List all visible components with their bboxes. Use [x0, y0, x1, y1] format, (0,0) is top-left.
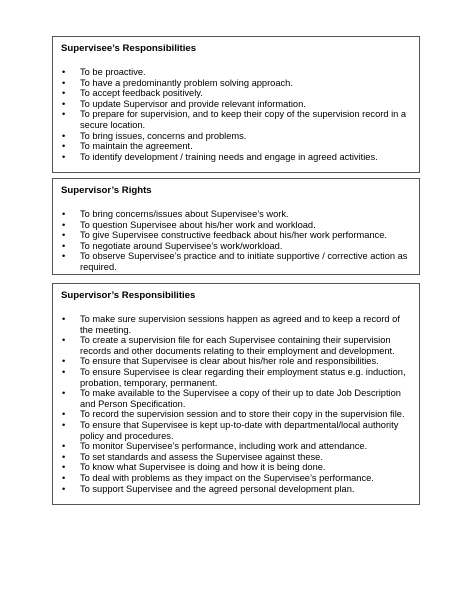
list-item-text: To ensure that Supervisee is kept up-to-date with departmental/local authority policy and procedures. [80, 419, 399, 441]
list-item-text: To ensure that Supervisee is clear about his/her role and responsibilities. [80, 356, 379, 367]
bullet-icon: • [62, 130, 66, 141]
bullet-icon: • [62, 441, 66, 452]
list-item-text: To record the supervision session and to store their copy in the supervision file. [80, 409, 405, 420]
supervisee-responsibilities-box [52, 36, 420, 173]
list-item-text: To make sure supervision sessions happen as agreed and to keep a record of the meeting. [80, 314, 400, 335]
list-item [61, 473, 411, 484]
list-item [61, 251, 411, 272]
bullet-icon: • [62, 98, 66, 109]
list-item-text: To question Supervisee about his/her work and workload. [80, 219, 316, 230]
bullet-list [61, 67, 411, 162]
list-item-text: To be proactive. [80, 67, 146, 77]
list-item [61, 420, 411, 441]
list-item [61, 152, 411, 163]
list-item-text: To support Supervisee and the agreed personal development plan. [80, 483, 355, 494]
bullet-icon: • [62, 356, 66, 367]
bullet-icon: • [62, 219, 66, 230]
list-item [61, 409, 411, 420]
list-item-text: To maintain the agreement. [80, 141, 193, 152]
list-item [61, 241, 411, 252]
bullet-icon: • [62, 409, 66, 420]
section-title: Supervisee’s Responsibilities [61, 43, 197, 54]
bullet-icon: • [62, 314, 66, 324]
list-item-text: To bring issues, concerns and problems. [80, 130, 247, 141]
list-item [61, 314, 411, 335]
bullet-icon: • [62, 230, 66, 241]
bullet-icon: • [62, 388, 66, 399]
list-item [61, 335, 411, 356]
bullet-icon: • [62, 251, 66, 262]
bullet-icon: • [62, 109, 66, 120]
list-item [61, 78, 411, 89]
list-item [61, 452, 411, 463]
list-item [61, 109, 411, 130]
supervisor-rights-box [52, 178, 420, 275]
bullet-icon: • [62, 240, 66, 251]
list-item [61, 462, 411, 473]
list-item [61, 131, 411, 142]
list-item-text: To set standards and assess the Supervisee against these. [80, 451, 323, 462]
list-item [61, 230, 411, 241]
bullet-icon: • [62, 451, 66, 462]
bullet-icon: • [62, 335, 66, 346]
bullet-icon: • [62, 366, 66, 377]
list-item-text: To monitor Supervisee’s performance, including work and attendance. [80, 441, 368, 452]
section-title: Supervisor’s Responsibilities [61, 290, 196, 301]
list-item-text: To make available to the Supervisee a copy of their up to date Job Description and Person Specification. [80, 388, 401, 409]
list-item-text: To negotiate around Supervisee’s work/workload. [80, 240, 283, 251]
bullet-icon: • [62, 209, 66, 219]
list-item-text: To create a supervision file for each Supervisee containing their supervision records and other documents relating to their employment and development. [80, 335, 395, 356]
bullet-icon: • [62, 419, 66, 430]
bullet-icon: • [62, 151, 66, 162]
bullet-list [61, 209, 411, 273]
list-item-text: To observe Supervisee’s practice and to initiate supportive / corrective action as required. [80, 251, 408, 272]
list-item [61, 484, 411, 495]
list-item [61, 67, 411, 78]
list-item-text: To identify development / training needs and engage in agreed activities. [80, 151, 378, 162]
bullet-icon: • [62, 141, 66, 152]
list-item-text: To prepare for supervision, and to keep their copy of the supervision record in a secure location. [80, 109, 407, 130]
list-item [61, 388, 411, 409]
list-item [61, 367, 411, 388]
bullet-list [61, 314, 411, 494]
list-item [61, 88, 411, 99]
section-title: Supervisor’s Rights [61, 185, 152, 196]
list-item [61, 141, 411, 152]
bullet-icon: • [62, 67, 66, 77]
list-item-text: To bring concerns/issues about Supervisee’s work. [80, 209, 289, 219]
list-item-text: To deal with problems as they impact on the Supervisee’s performance. [80, 472, 374, 483]
bullet-icon: • [62, 462, 66, 473]
list-item [61, 441, 411, 452]
list-item-text: To ensure Supervisee is clear regarding their employment status e.g. induction, probation, temporary, permanent. [80, 366, 406, 388]
bullet-icon: • [62, 472, 66, 483]
list-item [61, 220, 411, 231]
supervisor-responsibilities-box [52, 283, 420, 505]
bullet-icon: • [62, 88, 66, 99]
list-item-text: To accept feedback positively. [80, 88, 203, 99]
list-item-text: To update Supervisor and provide relevant information. [80, 98, 306, 109]
list-item [61, 209, 411, 220]
list-item-text: To know what Supervisee is doing and how it is being done. [80, 462, 326, 473]
list-item [61, 356, 411, 367]
bullet-icon: • [62, 77, 66, 88]
list-item-text: To have a predominantly problem solving approach. [80, 77, 293, 88]
bullet-icon: • [62, 483, 66, 494]
list-item-text: To give Supervisee constructive feedback about his/her work performance. [80, 230, 387, 241]
list-item [61, 99, 411, 110]
